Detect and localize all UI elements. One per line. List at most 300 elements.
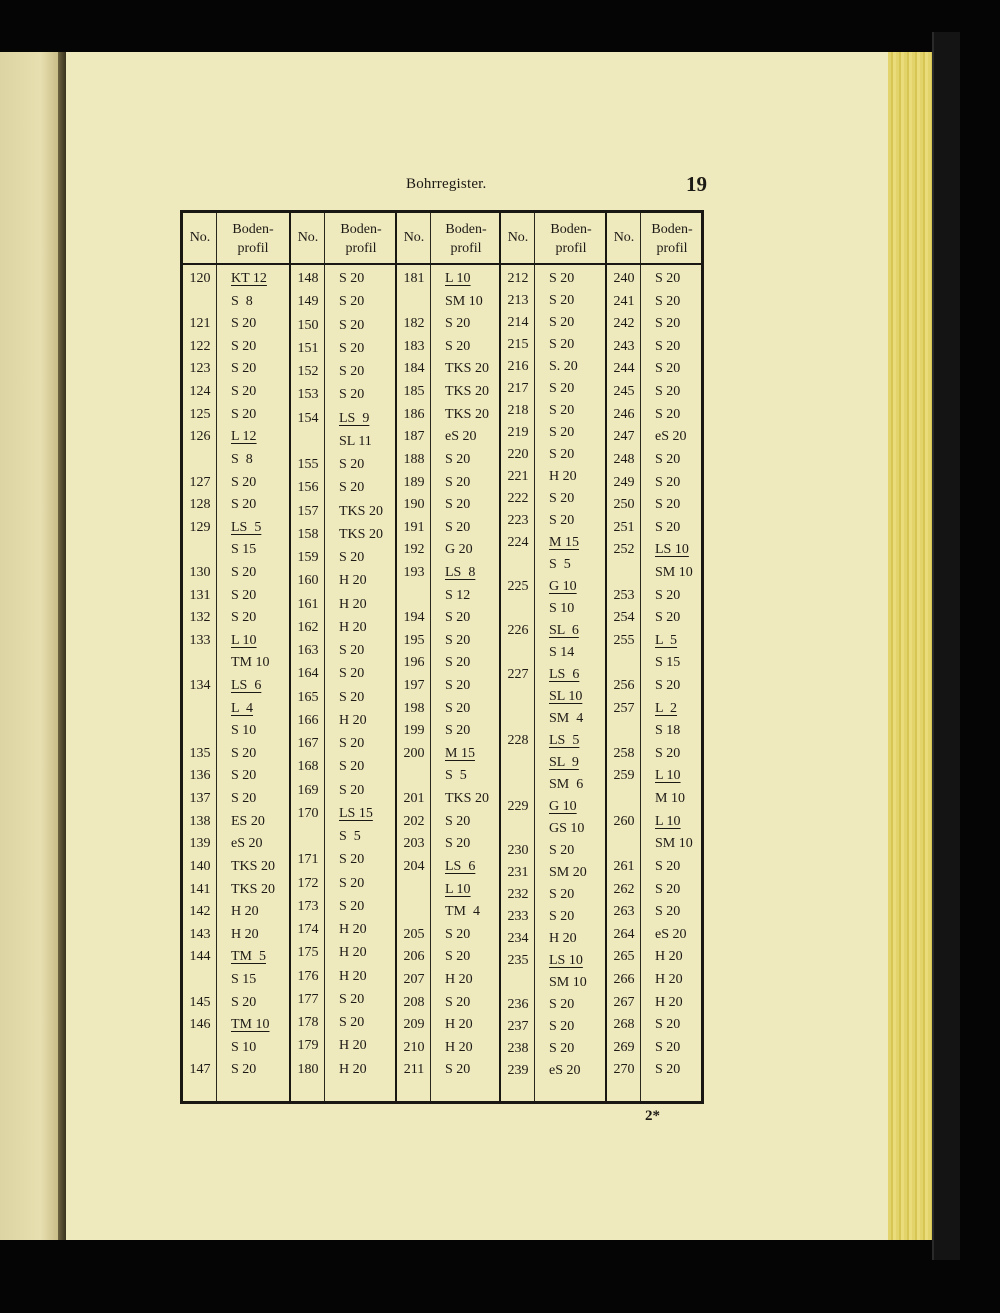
soil-profile-layer: S 20 [339,480,365,496]
soil-profile-layer: H 20 [549,931,577,946]
soil-profile-layer: LS 9 [339,410,370,426]
table-row-number: 166 [297,712,319,728]
table-row-number: 263 [613,904,635,920]
table-row-number: 176 [297,968,319,984]
table-row-number: 131 [189,587,211,603]
printer-signature: 2* [645,1108,660,1124]
soil-profile-layer: S 20 [445,994,471,1010]
table-row-number: 256 [613,678,635,693]
table-row-number: 153 [297,387,319,403]
soil-profile-layer: S 20 [549,909,575,924]
soil-profile-layer: S 20 [339,875,365,891]
table-row-number: 206 [403,949,425,965]
soil-profile-layer: L 10 [231,632,257,648]
table-row-number: 169 [297,782,319,798]
soil-profile-layer: S 20 [339,271,365,286]
table-row-number: 133 [189,632,211,648]
table-row-number: 180 [297,1061,319,1077]
soil-profile-layer: S 20 [445,451,471,467]
soil-profile-layer: SM 6 [549,777,584,792]
table-row-number: 200 [403,745,425,761]
table-row-number: 253 [613,587,635,603]
soil-profile-layer: S 18 [655,723,681,739]
soil-profile-layer: S 20 [549,293,575,308]
table-row-number: 185 [403,384,425,400]
table-row-number: 120 [189,271,211,286]
table-row-number: 168 [297,759,319,775]
table-row-number: 203 [403,836,425,852]
soil-profile-layer: S 20 [231,406,257,422]
soil-profile-layer: S 20 [231,361,257,377]
soil-profile-layer: S 20 [339,457,365,473]
table-row-number: 191 [403,519,425,535]
soil-profile-layer: S 15 [655,655,681,671]
soil-profile-layer: H 20 [445,1017,473,1033]
soil-profile-layer: S 20 [655,881,681,897]
table-row-number: 181 [403,271,425,286]
table-row-number: 161 [297,596,319,612]
soil-profile-layer: S 20 [445,610,471,626]
table-row-number: 222 [507,491,529,506]
table-row-number: 239 [507,1063,529,1078]
table-row-number: 124 [189,384,211,400]
soil-profile-layer: S 20 [655,904,681,920]
table-row-number: 194 [403,610,425,626]
table-row-number: 143 [189,926,211,942]
soil-profile-layer: S 20 [339,782,365,798]
table-row-number: 155 [297,457,319,473]
soil-profile-layer: TKS 20 [339,526,383,542]
soil-profile-layer: S 5 [339,829,361,845]
soil-profile-layer: S 20 [231,745,257,761]
soil-profile-layer: TKS 20 [445,384,489,400]
table-row-number: 214 [507,315,529,330]
table-row-number: 209 [403,1017,425,1033]
soil-profile-layer: S 20 [445,497,471,513]
soil-profile-layer: S 10 [231,1039,257,1055]
table-row-number: 152 [297,364,319,380]
soil-profile-layer: S 20 [445,519,471,535]
table-row-number: 158 [297,526,319,542]
soil-profile-layer: M 15 [549,535,579,550]
soil-profile-layer: H 20 [339,945,367,961]
header-number: No. [189,230,211,245]
table-row-number: 246 [613,406,635,422]
soil-profile-layer: S 5 [445,768,467,784]
soil-profile-layer: S 20 [549,403,575,418]
soil-profile-layer: S 20 [655,293,681,309]
table-row-number: 150 [297,317,319,333]
soil-profile-layer: S 20 [549,843,575,858]
soil-profile-layer: S 14 [549,645,575,660]
soil-profile-layer: S 20 [549,1019,575,1034]
table-row-number: 148 [297,271,319,286]
table-row-number: 254 [613,610,635,626]
soil-profile-layer: SM 10 [655,836,693,852]
header-soil-profile-line1: Boden- [340,222,382,237]
soil-profile-layer: S 15 [231,542,257,558]
soil-profile-layer: H 20 [339,968,367,984]
table-row-number: 146 [189,1017,211,1033]
table-row-number: 173 [297,898,319,914]
table-row-number: 244 [613,361,635,377]
table-row-number: 186 [403,406,425,422]
table-row-number: 136 [189,768,211,784]
soil-profile-layer: H 20 [339,573,367,589]
table-row-number: 241 [613,293,635,309]
table-row-number: 162 [297,619,319,635]
soil-profile-layer: S 20 [231,564,257,580]
soil-profile-layer: S 20 [339,643,365,659]
table-row-number: 227 [507,667,529,682]
table-row-number: 174 [297,922,319,938]
table-row-number: 184 [403,361,425,377]
table-row-number: 126 [189,429,211,445]
table-row-number: 140 [189,858,211,874]
header-soil-profile-line2: profil [450,241,482,256]
table-row-number: 243 [613,338,635,354]
soil-profile-layer: SL 11 [339,433,372,449]
soil-profile-layer: S 20 [655,610,681,626]
table-row-number: 251 [613,519,635,535]
soil-profile-layer: L 5 [655,632,678,648]
soil-profile-layer: S 8 [231,451,253,467]
soil-profile-layer: SM 20 [549,865,587,880]
table-row-number: 238 [507,1041,529,1056]
soil-profile-layer: S 20 [549,315,575,330]
soil-profile-layer: H 20 [655,971,683,987]
soil-profile-layer: S 20 [445,836,471,852]
soil-profile-layer: TKS 20 [231,881,275,897]
header-number: No. [613,230,635,245]
header-soil-profile [325,215,397,263]
soil-profile-layer: S 20 [655,271,681,286]
table-row-number: 236 [507,997,529,1012]
table-row-number: 170 [297,805,319,821]
table-row-number: 164 [297,666,319,682]
table-row-number: 210 [403,1039,425,1055]
soil-profile-layer: H 20 [339,619,367,635]
table-row-number: 147 [189,1062,211,1078]
table-row-number: 204 [403,858,425,874]
table-row-number: 212 [507,271,529,286]
table-row-number: 129 [189,519,211,535]
soil-profile-layer: G 10 [549,799,577,814]
header-soil-profile [641,215,703,263]
soil-profile-layer: S 10 [231,723,257,739]
table-row-number: 221 [507,469,529,484]
soil-profile-layer: S 20 [655,361,681,377]
soil-profile-layer: S 20 [655,406,681,422]
column-header [183,213,289,265]
soil-profile-layer: SM 4 [549,711,584,726]
soil-profile-layer: S 20 [549,887,575,902]
header-soil-profile [217,215,289,263]
soil-profile-layer: S 20 [445,474,471,490]
table-row-number: 142 [189,904,211,920]
soil-profile-layer: S 20 [655,678,681,693]
soil-profile-layer: S. 20 [549,359,578,374]
table-row-number: 233 [507,909,529,924]
soil-profile-layer: S 20 [231,791,257,807]
soil-profile-layer: S 20 [655,587,681,603]
table-row-number: 199 [403,723,425,739]
soil-profile-layer: S 20 [655,316,681,332]
column-header [291,213,395,265]
soil-profile-layer: S 20 [655,1017,681,1033]
soil-profile-layer: eS 20 [655,926,687,942]
soil-profile-layer: S 20 [231,587,257,603]
table-row-number: 219 [507,425,529,440]
soil-profile-layer: H 20 [231,904,259,920]
table-row-number: 267 [613,994,635,1010]
soil-profile-layer: S 20 [549,271,575,286]
soil-profile-layer: S 20 [445,1062,471,1078]
table-row-number: 230 [507,843,529,858]
soil-profile-layer: S 20 [655,519,681,535]
table-row-number: 205 [403,926,425,942]
soil-profile-layer: S 20 [445,813,471,829]
soil-profile-layer: S 20 [231,384,257,400]
table-row-number: 122 [189,338,211,354]
soil-profile-layer: H 20 [549,469,577,484]
table-row-number: 125 [189,406,211,422]
soil-profile-layer: S 20 [339,736,365,752]
soil-profile-layer: eS 20 [231,836,263,852]
table-row-number: 211 [403,1062,425,1078]
soil-profile-layer: S 20 [339,852,365,868]
header-soil-profile [431,215,501,263]
soil-profile-layer: L 12 [231,429,257,445]
table-row-number: 171 [297,852,319,868]
soil-profile-layer: S 20 [231,1062,257,1078]
table-row-number: 218 [507,403,529,418]
header-soil-profile-line1: Boden- [651,222,693,237]
page-number: 19 [686,172,707,196]
soil-profile-layer: L 10 [445,271,471,286]
table-row-number: 145 [189,994,211,1010]
table-column-group [395,213,499,1101]
header-soil-profile-line2: profil [345,241,377,256]
soil-profile-layer: S 20 [655,1062,681,1078]
table-row-number: 178 [297,1015,319,1031]
table-row-number: 269 [613,1039,635,1055]
table-row-number: 215 [507,337,529,352]
soil-profile-layer: H 20 [339,596,367,612]
table-row-number: 189 [403,474,425,490]
soil-profile-layer: H 20 [655,949,683,965]
soil-profile-layer: eS 20 [445,429,477,445]
table-row-number: 202 [403,813,425,829]
header-number: No. [297,230,319,245]
soil-profile-layer: SM 10 [549,975,587,990]
table-row-number: 157 [297,503,319,519]
soil-profile-layer: G 10 [549,579,577,594]
table-row-number: 231 [507,865,529,880]
soil-profile-layer: H 20 [445,1039,473,1055]
table-row-number: 229 [507,799,529,814]
soil-profile-layer: S 20 [549,491,575,506]
soil-profile-layer: TKS 20 [445,406,489,422]
soil-profile-layer: eS 20 [655,429,687,445]
soil-profile-layer: S 20 [339,991,365,1007]
soil-profile-layer: H 20 [339,1061,367,1077]
header-soil-profile-line1: Boden- [445,222,487,237]
table-row-number: 245 [613,384,635,400]
table-row-number: 250 [613,497,635,513]
table-row-number: 225 [507,579,529,594]
table-row-number: 134 [189,678,211,693]
header-soil-profile-line2: profil [656,241,688,256]
table-row-number: 248 [613,451,635,467]
soil-profile-layer: TM 5 [231,949,266,965]
soil-profile-layer: S 20 [339,759,365,775]
table-row-number: 160 [297,573,319,589]
soil-profile-layer: L 4 [231,700,254,716]
soil-profile-layer: S 20 [549,447,575,462]
soil-profile-layer: LS 5 [231,519,262,535]
soil-profile-layer: S 20 [231,994,257,1010]
column-header [501,213,605,265]
table-row-number: 268 [613,1017,635,1033]
header-soil-profile [535,215,607,263]
table-row-number: 128 [189,497,211,513]
soil-profile-layer: S 20 [339,340,365,356]
table-row-number: 223 [507,513,529,528]
running-head: Bohrregister. [406,176,487,192]
table-row-number: 247 [613,429,635,445]
soil-profile-layer: H 20 [339,922,367,938]
soil-profile-layer: S 20 [339,1015,365,1031]
table-row-number: 235 [507,953,529,968]
table-row-number: 198 [403,700,425,716]
soil-profile-layer: S 20 [231,497,257,513]
table-row-number: 149 [297,294,319,310]
table-row-number: 226 [507,623,529,638]
column-header [607,213,701,265]
soil-profile-layer: S 20 [339,550,365,566]
table-row-number: 137 [189,791,211,807]
table-row-number: 216 [507,359,529,374]
soil-profile-layer: TKS 20 [339,503,383,519]
soil-profile-layer: S 20 [339,666,365,682]
table-row-number: 261 [613,858,635,874]
soil-profile-layer: S 20 [549,1041,575,1056]
soil-profile-layer: S 20 [445,316,471,332]
soil-profile-layer: TM 10 [231,1017,270,1033]
table-row-number: 242 [613,316,635,332]
soil-profile-layer: H 20 [339,712,367,728]
table-row-number: 177 [297,991,319,1007]
table-row-number: 265 [613,949,635,965]
table-row-number: 257 [613,700,635,716]
table-row-number: 156 [297,480,319,496]
soil-profile-layer: L 10 [655,813,681,829]
page-block-edge [888,52,932,1240]
book-cover [932,32,960,1260]
header-soil-profile-line1: Boden- [232,222,274,237]
soil-profile-layer: LS 5 [549,733,580,748]
soil-profile-layer: S 20 [549,513,575,528]
header-soil-profile-line1: Boden- [550,222,592,237]
soil-profile-layer: S 20 [231,316,257,332]
soil-profile-layer: GS 10 [549,821,585,836]
soil-profile-layer: S 20 [445,700,471,716]
soil-profile-layer: S 20 [445,655,471,671]
soil-profile-layer: S 20 [445,926,471,942]
soil-profile-layer: S 20 [655,745,681,761]
soil-profile-layer: H 20 [655,994,683,1010]
column-header [397,213,499,265]
soil-profile-layer: H 20 [445,971,473,987]
table-row-number: 234 [507,931,529,946]
table-row-number: 220 [507,447,529,462]
soil-profile-layer: S 10 [549,601,575,616]
table-row-number: 264 [613,926,635,942]
soil-profile-layer: SM 10 [655,564,693,580]
table-row-number: 144 [189,949,211,965]
table-row-number: 190 [403,497,425,513]
table-row-number: 188 [403,451,425,467]
soil-profile-layer: S 20 [231,768,257,784]
table-row-number: 127 [189,474,211,490]
table-row-number: 151 [297,340,319,356]
table-row-number: 196 [403,655,425,671]
table-row-number: 207 [403,971,425,987]
soil-profile-layer: S 20 [655,384,681,400]
table-column-group [605,213,701,1101]
header-soil-profile-line2: profil [237,241,269,256]
soil-profile-layer: eS 20 [549,1063,581,1078]
soil-profile-layer: S 20 [339,364,365,380]
table-row-number: 262 [613,881,635,897]
soil-profile-layer: S 20 [655,451,681,467]
table-row-number: 201 [403,791,425,807]
soil-profile-layer: S 15 [231,971,257,987]
soil-profile-layer: S 20 [339,898,365,914]
soil-profile-layer: SL 6 [549,623,579,638]
header-number: No. [507,230,529,245]
soil-profile-layer: M 15 [445,745,475,761]
soil-profile-layer: S 20 [549,337,575,352]
soil-profile-layer: S 20 [655,338,681,354]
soil-profile-layer: L 10 [445,881,471,897]
header-number: No. [403,230,425,245]
table-row-number: 224 [507,535,529,550]
soil-profile-layer: S 20 [339,294,365,310]
soil-profile-layer: S 5 [549,557,571,572]
soil-profile-layer: TKS 20 [445,791,489,807]
header-soil-profile-line2: profil [555,241,587,256]
table-row-number: 270 [613,1062,635,1078]
soil-profile-layer: S 20 [445,632,471,648]
soil-profile-layer: LS 8 [445,564,476,580]
soil-profile-layer: S 20 [655,497,681,513]
soil-profile-layer: KT 12 [231,271,267,286]
table-row-number: 228 [507,733,529,748]
soil-profile-layer: S 20 [549,997,575,1012]
soil-profile-layer: SM 10 [445,293,483,309]
soil-profile-layer: G 20 [445,542,473,558]
table-row-number: 172 [297,875,319,891]
table-row-number: 182 [403,316,425,332]
soil-profile-layer: L 10 [655,768,681,784]
soil-profile-layer: TKS 20 [445,361,489,377]
table-row-number: 240 [613,271,635,286]
table-row-number: 252 [613,542,635,558]
soil-profile-layer: S 20 [445,678,471,693]
soil-profile-layer: H 20 [231,926,259,942]
